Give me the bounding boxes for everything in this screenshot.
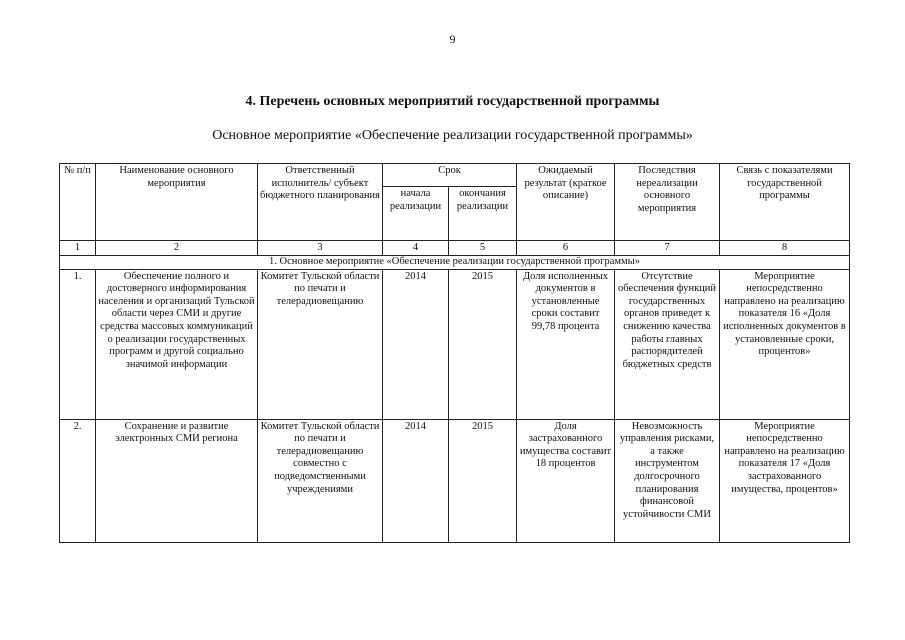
header-name: Наименование основного мероприятия (96, 164, 258, 241)
header-expected: Ожидаемый результат (краткое описание) (517, 164, 615, 241)
row-responsible: Комитет Тульской области по печати и телерадиовещанию совместно с подведомственными учреждениями (258, 419, 383, 542)
header-responsible: Ответственный исполнитель/ субъект бюджетного планирования (258, 164, 383, 241)
row-num: 2. (60, 419, 96, 542)
table-row (60, 419, 850, 542)
column-number: 6 (517, 241, 615, 256)
row-start: 2014 (383, 419, 449, 542)
page-number: 9 (449, 32, 456, 46)
header-link: Связь с показателями государственной программы (720, 164, 850, 241)
table-row (60, 269, 850, 419)
subtitle: Основное мероприятие «Обеспечение реализации государственной программы» (212, 128, 693, 143)
column-number: 1 (60, 241, 96, 256)
section-title: 4. Перечень основных мероприятий государственной программы (245, 94, 660, 109)
header-term-start: начала реализации (383, 187, 449, 241)
header-row-top (60, 164, 850, 187)
section-row-title: 1. Основное мероприятие «Обеспечение реализации государственной программы» (60, 256, 850, 270)
row-name: Сохранение и развитие электронных СМИ региона (96, 419, 258, 542)
row-expected: Доля застрахованного имущества составит 18 процентов (517, 419, 615, 542)
row-name: Обеспечение полного и достоверного информирования населения и организаций Тульской области через СМИ и другие средства массовых коммуникаций о реализации государственных программ и другой социально значимой информации (96, 269, 258, 419)
activities-table (59, 163, 850, 543)
column-number: 4 (383, 241, 449, 256)
column-number: 5 (449, 241, 517, 256)
column-number: 2 (96, 241, 258, 256)
section-row (60, 256, 850, 270)
row-num: 1. (60, 269, 96, 419)
row-link: Мероприятие непосредственно направлено на реализацию показателя 16 «Доля исполненных документов в установленные сроки, процентов» (720, 269, 850, 419)
header-term: Срок (383, 164, 517, 187)
row-start: 2014 (383, 269, 449, 419)
row-consequences: Отсутствие обеспечения функций государственных органов приведет к снижению качества работы главных распорядителей бюджетных средств (615, 269, 720, 419)
header-consequences: Последствия нереализации основного мероприятия (615, 164, 720, 241)
column-number: 7 (615, 241, 720, 256)
row-end: 2015 (449, 269, 517, 419)
row-expected: Доля исполненных документов в установленные сроки составит 99,78 процента (517, 269, 615, 419)
column-number: 3 (258, 241, 383, 256)
row-end: 2015 (449, 419, 517, 542)
header-term-end: окончания реализации (449, 187, 517, 241)
column-number: 8 (720, 241, 850, 256)
column-number-row (60, 241, 850, 256)
header-num: № п/п (60, 164, 96, 241)
row-consequences: Невозможность управления рисками, а также инструментом долгосрочного планирования финансовой устойчивости СМИ (615, 419, 720, 542)
row-link: Мероприятие непосредственно направлено на реализацию показателя 17 «Доля застрахованного имущества, процентов» (720, 419, 850, 542)
row-responsible: Комитет Тульской области по печати и телерадиовещанию (258, 269, 383, 419)
